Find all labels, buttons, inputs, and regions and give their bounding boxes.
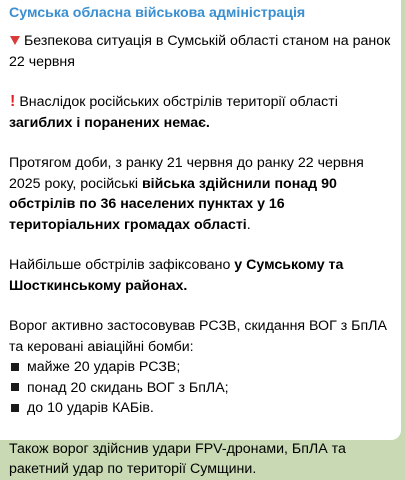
sender-name[interactable]: Сумська обласна військова адміністрація xyxy=(9,5,306,21)
red-down-triangle-icon xyxy=(10,36,20,45)
casualties-bold-text: загиблих і поранених немає. xyxy=(9,114,210,131)
message-paragraph-casualties xyxy=(9,92,391,133)
list-item xyxy=(9,378,391,399)
list-item-text: понад 20 скидань ВОГ з БпЛА; xyxy=(27,379,229,396)
casualties-text: Внаслідок російських обстрілів території області xyxy=(19,94,338,110)
list-item-text: до 10 ударів КАБів. xyxy=(27,400,154,416)
list-item xyxy=(9,398,391,419)
shelling-bold-text: війська здійснили понад 90 обстрілів по 36 населених пунктах у 16 територіальних громадах області xyxy=(9,175,337,233)
message-paragraph-situation xyxy=(9,31,391,72)
black-square-icon xyxy=(11,363,19,371)
red-exclamation-icon: ! xyxy=(10,93,16,110)
message-paragraph-districts xyxy=(9,255,391,296)
list-item xyxy=(9,357,391,378)
districts-text: Найбільше обстрілів зафіксовано xyxy=(9,257,235,273)
black-square-icon xyxy=(11,404,19,412)
shelling-text: Протягом доби, з ранку 21 червня до ранку 22 червня 2025 року, російські xyxy=(9,155,364,192)
message-paragraph-drones xyxy=(9,439,391,480)
message-paragraph-shelling xyxy=(9,153,391,235)
shelling-text-end: . xyxy=(246,216,251,233)
districts-bold-text: у Сумському та Шосткинському районах. xyxy=(9,257,344,294)
drones-text: Також ворог здійснив удари FPV-дронами, БпЛА та ракетний удар по території Сумщини. xyxy=(9,440,346,477)
weapons-text: Ворог активно застосовував РСЗВ, скидання ВОГ з БпЛА та керовані авіаційні бомби: xyxy=(9,318,387,355)
situation-text: Безпекова ситуація в Сумській області станом на ранок 22 червня xyxy=(9,33,391,70)
message-paragraph-weapons xyxy=(9,316,391,419)
list-item-text: майже 20 ударів РСЗВ; xyxy=(27,359,181,375)
black-square-icon xyxy=(11,383,19,391)
